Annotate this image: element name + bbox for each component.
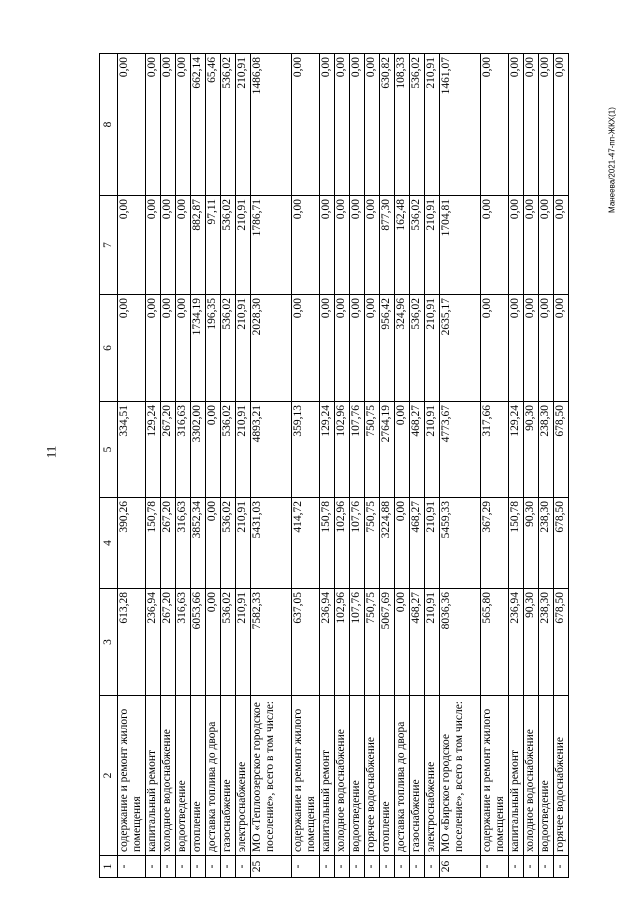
- table-row: [221, 54, 236, 878]
- value-col-4: 678,50: [554, 498, 569, 589]
- value-col-8: 65,46: [206, 54, 221, 196]
- value-col-8: 0,00: [161, 54, 176, 196]
- row-number: -: [236, 856, 251, 878]
- table-row: [206, 54, 221, 878]
- value-col-5: 317,66: [481, 402, 509, 498]
- value-col-7: 0,00: [365, 196, 380, 295]
- table-row: [395, 54, 410, 878]
- column-header: 3: [100, 589, 118, 696]
- column-header: 2: [100, 696, 118, 856]
- value-col-6: 0,00: [146, 295, 161, 402]
- value-col-5: 129,24: [509, 402, 524, 498]
- table-row: [440, 54, 481, 878]
- value-col-8: 0,00: [335, 54, 350, 196]
- value-col-7: 536,02: [410, 196, 425, 295]
- value-col-4: 0,00: [206, 498, 221, 589]
- value-col-3: 750,75: [365, 589, 380, 696]
- value-col-8: 0,00: [481, 54, 509, 196]
- row-label: доставка топлива до двора: [395, 696, 410, 856]
- document-id: Манеева/2021-47-пп-ЖКХ(1): [607, 107, 617, 213]
- value-col-5: 210,91: [236, 402, 251, 498]
- value-col-5: 238,30: [539, 402, 554, 498]
- table-body: [118, 54, 569, 878]
- value-col-3: 0,00: [395, 589, 410, 696]
- value-col-3: 210,91: [425, 589, 440, 696]
- value-col-3: 316,63: [176, 589, 191, 696]
- value-col-6: 0,00: [292, 295, 320, 402]
- value-col-8: 536,02: [410, 54, 425, 196]
- table-row: [509, 54, 524, 878]
- value-col-4: 150,78: [146, 498, 161, 589]
- value-col-3: 468,27: [410, 589, 425, 696]
- value-col-8: 0,00: [176, 54, 191, 196]
- value-col-4: 90,30: [524, 498, 539, 589]
- value-col-4: 150,78: [509, 498, 524, 589]
- value-col-7: 0,00: [350, 196, 365, 295]
- table-row: [251, 54, 292, 878]
- tariff-table: [99, 53, 569, 878]
- value-col-3: 5067,69: [380, 589, 395, 696]
- row-label: отопление: [380, 696, 395, 856]
- row-label: капитальный ремонт: [146, 696, 161, 856]
- value-col-8: 108,33: [395, 54, 410, 196]
- table-row: [191, 54, 206, 878]
- value-col-4: 267,20: [161, 498, 176, 589]
- value-col-5: 210,91: [425, 402, 440, 498]
- table-row: [554, 54, 569, 878]
- value-col-5: 0,00: [206, 402, 221, 498]
- value-col-8: 0,00: [118, 54, 146, 196]
- value-col-3: 107,76: [350, 589, 365, 696]
- value-col-4: 102,96: [335, 498, 350, 589]
- value-col-6: 210,91: [425, 295, 440, 402]
- value-col-5: 316,63: [176, 402, 191, 498]
- rotated-table-container: [99, 54, 599, 878]
- value-col-4: 468,27: [410, 498, 425, 589]
- row-label: МО «Бирское городское поселение», всего в том числе:: [440, 696, 481, 856]
- row-label: холодное водоснабжение: [161, 696, 176, 856]
- value-col-7: 0,00: [335, 196, 350, 295]
- table-row: [481, 54, 509, 878]
- value-col-6: 324,96: [395, 295, 410, 402]
- row-number: -: [365, 856, 380, 878]
- table-row: [410, 54, 425, 878]
- page-number: 11: [43, 445, 59, 459]
- value-col-8: 536,02: [221, 54, 236, 196]
- value-col-8: 1486,08: [251, 54, 292, 196]
- value-col-7: 0,00: [539, 196, 554, 295]
- table-row: [425, 54, 440, 878]
- value-col-7: 0,00: [320, 196, 335, 295]
- value-col-7: 0,00: [524, 196, 539, 295]
- value-col-5: 129,24: [320, 402, 335, 498]
- row-number: -: [425, 856, 440, 878]
- table-row: [380, 54, 395, 878]
- value-col-5: 0,00: [395, 402, 410, 498]
- value-col-4: 210,91: [236, 498, 251, 589]
- value-col-8: 0,00: [539, 54, 554, 196]
- value-col-7: 0,00: [554, 196, 569, 295]
- value-col-7: 0,00: [292, 196, 320, 295]
- row-label: отопление: [191, 696, 206, 856]
- row-label: капитальный ремонт: [320, 696, 335, 856]
- table-row: [524, 54, 539, 878]
- value-col-5: 536,02: [221, 402, 236, 498]
- value-col-3: 236,94: [320, 589, 335, 696]
- value-col-3: 236,94: [146, 589, 161, 696]
- value-col-7: 0,00: [146, 196, 161, 295]
- table-row: [146, 54, 161, 878]
- value-col-4: 5459,33: [440, 498, 481, 589]
- value-col-7: 210,91: [425, 196, 440, 295]
- row-label: доставка топлива до двора: [206, 696, 221, 856]
- value-col-6: 0,00: [539, 295, 554, 402]
- value-col-5: 334,51: [118, 402, 146, 498]
- value-col-3: 565,80: [481, 589, 509, 696]
- value-col-5: 468,27: [410, 402, 425, 498]
- value-col-5: 3302,00: [191, 402, 206, 498]
- value-col-8: 0,00: [146, 54, 161, 196]
- row-label: содержание и ремонт жилого помещения: [481, 696, 509, 856]
- value-col-6: 1734,19: [191, 295, 206, 402]
- value-col-4: 107,76: [350, 498, 365, 589]
- value-col-6: 536,02: [410, 295, 425, 402]
- header-row: [100, 54, 118, 878]
- value-col-4: 3224,88: [380, 498, 395, 589]
- row-number: -: [161, 856, 176, 878]
- row-label: горячее водоснабжение: [365, 696, 380, 856]
- value-col-8: 0,00: [292, 54, 320, 196]
- row-number: 25: [251, 856, 292, 878]
- row-label: капитальный ремонт: [509, 696, 524, 856]
- value-col-3: 637,05: [292, 589, 320, 696]
- column-header: 4: [100, 498, 118, 589]
- value-col-7: 0,00: [481, 196, 509, 295]
- row-number: -: [221, 856, 236, 878]
- value-col-6: 210,91: [236, 295, 251, 402]
- value-col-4: 316,63: [176, 498, 191, 589]
- column-header: 8: [100, 54, 118, 196]
- row-number: -: [191, 856, 206, 878]
- value-col-6: 2028,30: [251, 295, 292, 402]
- value-col-5: 750,75: [365, 402, 380, 498]
- row-number: -: [350, 856, 365, 878]
- value-col-5: 4893,21: [251, 402, 292, 498]
- value-col-7: 210,91: [236, 196, 251, 295]
- value-col-4: 750,75: [365, 498, 380, 589]
- value-col-8: 630,82: [380, 54, 395, 196]
- row-number: -: [206, 856, 221, 878]
- row-label: электроснабжение: [236, 696, 251, 856]
- row-number: -: [335, 856, 350, 878]
- value-col-4: 414,72: [292, 498, 320, 589]
- value-col-3: 236,94: [509, 589, 524, 696]
- value-col-7: 536,02: [221, 196, 236, 295]
- value-col-6: 2635,17: [440, 295, 481, 402]
- value-col-8: 0,00: [554, 54, 569, 196]
- column-header: 1: [100, 856, 118, 878]
- value-col-6: 0,00: [176, 295, 191, 402]
- value-col-8: 1461,07: [440, 54, 481, 196]
- table-row: [365, 54, 380, 878]
- row-number: -: [118, 856, 146, 878]
- value-col-3: 613,28: [118, 589, 146, 696]
- row-label: газоснабжение: [221, 696, 236, 856]
- value-col-7: 877,30: [380, 196, 395, 295]
- value-col-5: 107,76: [350, 402, 365, 498]
- value-col-7: 162,48: [395, 196, 410, 295]
- value-col-4: 238,30: [539, 498, 554, 589]
- value-col-6: 0,00: [320, 295, 335, 402]
- row-label: содержание и ремонт жилого помещения: [118, 696, 146, 856]
- row-label: газоснабжение: [410, 696, 425, 856]
- value-col-5: 129,24: [146, 402, 161, 498]
- value-col-3: 678,50: [554, 589, 569, 696]
- value-col-5: 102,96: [335, 402, 350, 498]
- row-number: -: [395, 856, 410, 878]
- value-col-7: 1786,71: [251, 196, 292, 295]
- value-col-7: 97,11: [206, 196, 221, 295]
- value-col-5: 4773,67: [440, 402, 481, 498]
- value-col-8: 210,91: [236, 54, 251, 196]
- row-number: -: [320, 856, 335, 878]
- table-row: [350, 54, 365, 878]
- row-label: электроснабжение: [425, 696, 440, 856]
- value-col-4: 390,26: [118, 498, 146, 589]
- value-col-7: 0,00: [509, 196, 524, 295]
- value-col-8: 0,00: [365, 54, 380, 196]
- table-row: [292, 54, 320, 878]
- value-col-3: 536,02: [221, 589, 236, 696]
- value-col-7: 0,00: [161, 196, 176, 295]
- value-col-6: 0,00: [524, 295, 539, 402]
- row-number: -: [410, 856, 425, 878]
- value-col-6: 0,00: [365, 295, 380, 402]
- value-col-5: 267,20: [161, 402, 176, 498]
- value-col-3: 90,30: [524, 589, 539, 696]
- column-header: 7: [100, 196, 118, 295]
- value-col-5: 359,13: [292, 402, 320, 498]
- row-label: водоотведение: [176, 696, 191, 856]
- value-col-4: 367,29: [481, 498, 509, 589]
- value-col-3: 210,91: [236, 589, 251, 696]
- table-row: [236, 54, 251, 878]
- row-number: -: [554, 856, 569, 878]
- value-col-3: 6053,66: [191, 589, 206, 696]
- value-col-6: 536,02: [221, 295, 236, 402]
- value-col-7: 0,00: [176, 196, 191, 295]
- row-label: холодное водоснабжение: [524, 696, 539, 856]
- value-col-8: 210,91: [425, 54, 440, 196]
- value-col-6: 956,42: [380, 295, 395, 402]
- table-row: [539, 54, 554, 878]
- row-label: содержание и ремонт жилого помещения: [292, 696, 320, 856]
- value-col-4: 5431,03: [251, 498, 292, 589]
- row-number: -: [292, 856, 320, 878]
- value-col-3: 7582,33: [251, 589, 292, 696]
- row-label: МО «Теплоозерское городское поселение», всего в том числе:: [251, 696, 292, 856]
- value-col-7: 1704,81: [440, 196, 481, 295]
- value-col-7: 882,87: [191, 196, 206, 295]
- value-col-3: 267,20: [161, 589, 176, 696]
- row-number: -: [146, 856, 161, 878]
- value-col-5: 2764,19: [380, 402, 395, 498]
- value-col-6: 0,00: [350, 295, 365, 402]
- value-col-6: 0,00: [161, 295, 176, 402]
- value-col-6: 0,00: [335, 295, 350, 402]
- row-label: водоотведение: [539, 696, 554, 856]
- table-row: [176, 54, 191, 878]
- value-col-6: 0,00: [554, 295, 569, 402]
- column-header: 5: [100, 402, 118, 498]
- row-number: -: [539, 856, 554, 878]
- value-col-4: 536,02: [221, 498, 236, 589]
- row-number: -: [524, 856, 539, 878]
- table-row: [118, 54, 146, 878]
- row-number: -: [176, 856, 191, 878]
- table-row: [335, 54, 350, 878]
- row-label: водоотведение: [350, 696, 365, 856]
- value-col-4: 150,78: [320, 498, 335, 589]
- table-row: [320, 54, 335, 878]
- value-col-7: 0,00: [118, 196, 146, 295]
- row-number: -: [380, 856, 395, 878]
- value-col-8: 0,00: [350, 54, 365, 196]
- value-col-5: 678,50: [554, 402, 569, 498]
- value-col-6: 0,00: [481, 295, 509, 402]
- row-label: холодное водоснабжение: [335, 696, 350, 856]
- value-col-6: 0,00: [509, 295, 524, 402]
- value-col-5: 90,30: [524, 402, 539, 498]
- row-label: горячее водоснабжение: [554, 696, 569, 856]
- value-col-3: 8036,36: [440, 589, 481, 696]
- row-number: -: [481, 856, 509, 878]
- value-col-8: 662,14: [191, 54, 206, 196]
- value-col-3: 0,00: [206, 589, 221, 696]
- value-col-3: 238,30: [539, 589, 554, 696]
- value-col-4: 0,00: [395, 498, 410, 589]
- value-col-4: 3852,34: [191, 498, 206, 589]
- value-col-8: 0,00: [524, 54, 539, 196]
- value-col-8: 0,00: [509, 54, 524, 196]
- column-header: 6: [100, 295, 118, 402]
- row-number: -: [509, 856, 524, 878]
- value-col-6: 196,35: [206, 295, 221, 402]
- row-number: 26: [440, 856, 481, 878]
- value-col-4: 210,91: [425, 498, 440, 589]
- value-col-6: 0,00: [118, 295, 146, 402]
- table-row: [161, 54, 176, 878]
- value-col-8: 0,00: [320, 54, 335, 196]
- value-col-3: 102,96: [335, 589, 350, 696]
